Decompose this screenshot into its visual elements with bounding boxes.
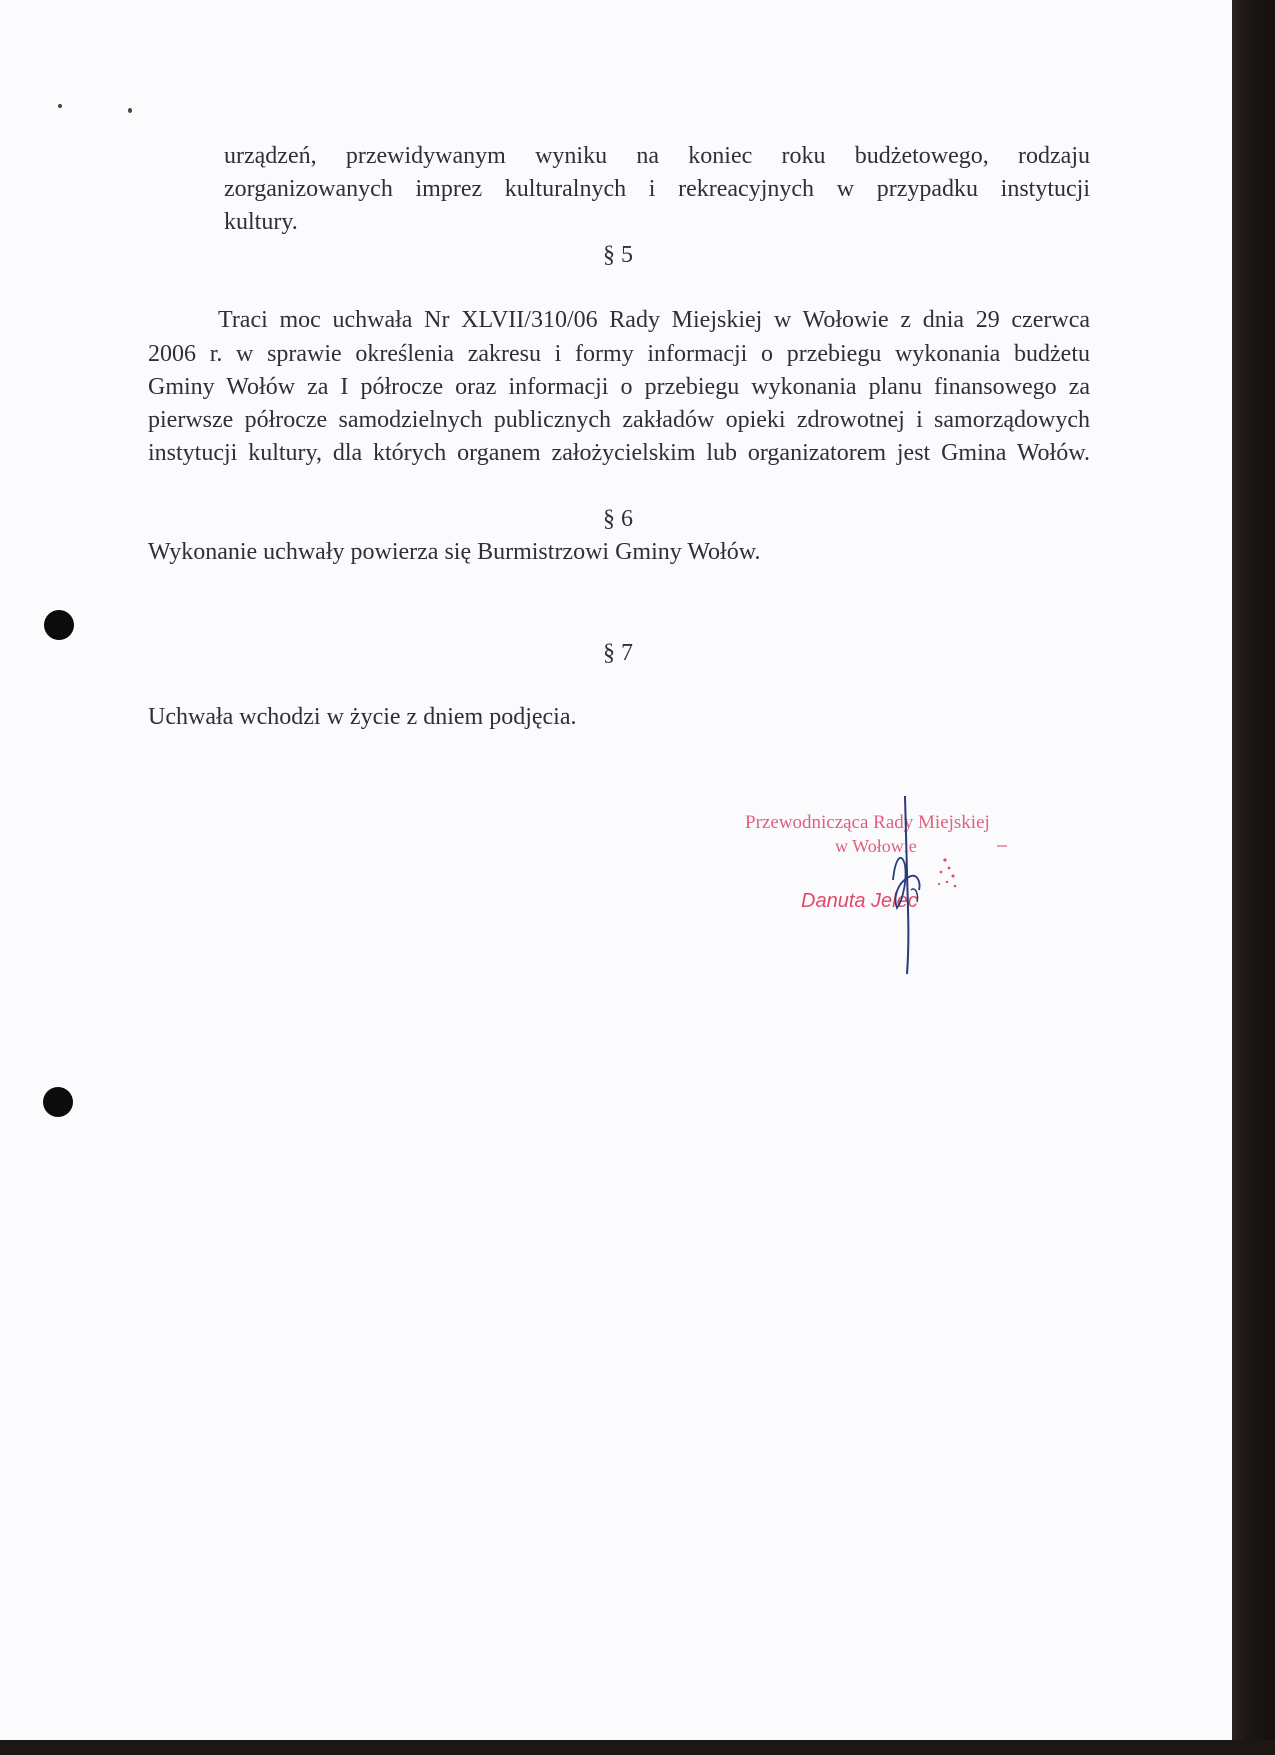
punch-hole-top xyxy=(44,610,74,640)
section-5-line-3: Gminy Wołów za I półrocze oraz informacji o przebiegu wykonania planu finansowego za xyxy=(148,374,1090,400)
scan-edge-bottom xyxy=(0,1740,1275,1755)
section-7-mark: § 7 xyxy=(603,640,633,666)
handwritten-signature xyxy=(735,790,1035,980)
official-stamp xyxy=(735,790,1035,980)
continuation-line-3: kultury. xyxy=(224,209,298,235)
scan-speck xyxy=(58,104,62,108)
section-6-text: Wykonanie uchwały powierza się Burmistrzowi Gminy Wołów. xyxy=(148,539,761,565)
stamp-title: Przewodnicząca Rady Miejskiej xyxy=(745,812,990,833)
section-5-mark: § 5 xyxy=(603,242,633,268)
section-5-line-4: pierwsze półrocze samodzielnych publicznych zakładów opieki zdrowotnej i samorządowych xyxy=(148,407,1090,433)
section-5-line-1: Traci moc uchwała Nr XLVII/310/06 Rady Miejskiej w Wołowie z dnia 29 czerwca xyxy=(218,307,1090,333)
section-5-line-5: instytucji kultury, dla których organem założycielskim lub organizatorem jest Gmina Wołów. xyxy=(148,440,1090,466)
section-6-mark: § 6 xyxy=(603,506,633,532)
section-7-text: Uchwała wchodzi w życie z dniem podjęcia. xyxy=(148,704,577,730)
stamp-city: w Wołowie xyxy=(835,836,917,856)
punch-hole-bottom xyxy=(43,1087,73,1117)
stamp-name: Danuta Jelec xyxy=(801,890,918,912)
scan-speck xyxy=(128,108,132,113)
scan-edge-right xyxy=(1232,0,1275,1755)
continuation-line-1: urządzeń, przewidywanym wyniku na koniec roku budżetowego, rodzaju xyxy=(224,143,1090,169)
continuation-line-2: zorganizowanych imprez kulturalnych i rekreacyjnych w przypadku instytucji xyxy=(224,176,1090,202)
section-5-line-2: 2006 r. w sprawie określenia zakresu i formy informacji o przebiegu wykonania budżetu xyxy=(148,341,1090,367)
